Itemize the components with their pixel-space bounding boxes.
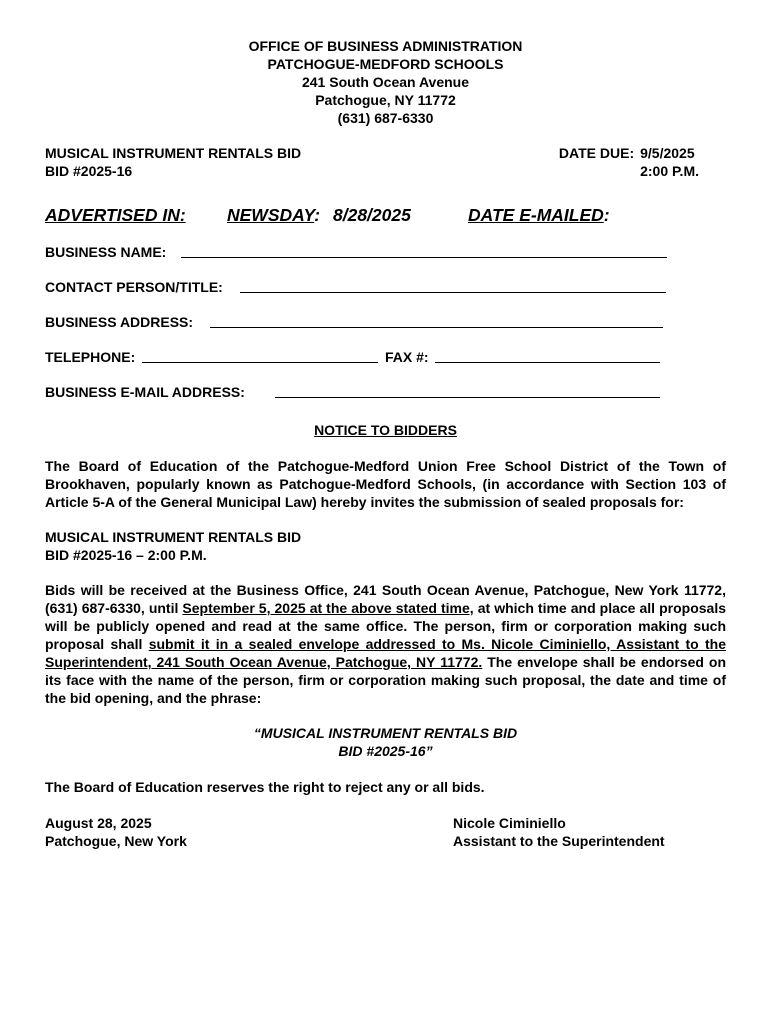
- office-name: OFFICE OF BUSINESS ADMINISTRATION: [248, 38, 523, 54]
- letterhead: [45, 37, 726, 127]
- bid-document: [45, 37, 726, 850]
- newsday-label: NEWSDAY:: [227, 205, 321, 225]
- bid-identity: [45, 144, 301, 180]
- contact-person-field: [45, 278, 726, 296]
- bid-deadline-text: September 5, 2025 at the above stated time,: [182, 600, 474, 616]
- advertised-in-label: ADVERTISED IN:: [45, 205, 186, 225]
- date-due-value: 9/5/2025: [640, 145, 695, 161]
- fax-label: FAX #:: [385, 349, 429, 365]
- signature-date: August 28, 2025: [45, 815, 152, 831]
- bid-info: [45, 144, 726, 180]
- bid-number: BID #2025-16: [45, 163, 133, 179]
- telephone-line[interactable]: [142, 362, 378, 363]
- envelope-phrase-line-1: “MUSICAL INSTRUMENT RENTALS BID: [253, 725, 518, 741]
- notice-paragraph-1: The Board of Education of the Patchogue-Medford Union Free School District of the Town of Brookhaven, popularly known as Patchogue-Medford Schools, (in accordance with Section 103 of Article 5-A of the General Municipal Law) hereby invites the submission of sealed proposals for:: [45, 458, 726, 510]
- business-email-label: BUSINESS E-MAIL ADDRESS:: [45, 384, 245, 400]
- notice-bid-identity: [45, 528, 726, 564]
- reserve-rights-statement: The Board of Education reserves the right to reject any or all bids.: [45, 779, 485, 795]
- district-name: PATCHOGUE-MEDFORD SCHOOLS: [267, 56, 504, 72]
- advertised-row: [45, 206, 726, 230]
- telephone-fax-field: [45, 348, 726, 366]
- signatory-title: Assistant to the Superintendent: [453, 833, 665, 849]
- fax-line[interactable]: [435, 362, 660, 363]
- date-due-label: DATE DUE:: [558, 145, 635, 161]
- signature-place: Patchogue, New York: [45, 833, 187, 849]
- business-email-field: [45, 383, 726, 401]
- contact-person-line[interactable]: [240, 292, 666, 293]
- envelope-phrase: [45, 724, 726, 760]
- business-name-label: BUSINESS NAME:: [45, 244, 167, 260]
- time-due-value: 2:00 P.M.: [640, 163, 699, 179]
- envelope-phrase-line-2: BID #2025-16”: [338, 743, 433, 759]
- signature-block: [45, 814, 726, 850]
- street-address: 241 South Ocean Avenue: [301, 74, 469, 90]
- telephone-label: TELEPHONE:: [45, 349, 136, 365]
- contact-person-label: CONTACT PERSON/TITLE:: [45, 279, 223, 295]
- newsday-date: 8/28/2025: [333, 205, 411, 225]
- signatory-name: Nicole Ciminiello: [453, 815, 566, 831]
- notice-title: NOTICE TO BIDDERS: [314, 422, 457, 438]
- business-address-field: [45, 313, 726, 331]
- date-emailed-label: DATE E-MAILED:: [468, 205, 610, 225]
- submission-address-text: submit it in a sealed envelope addressed to Ms. Nicole Ciminiello, Assistant to the Superintendent, 241 South Ocean Avenue, Patchogue, NY 11772.: [45, 636, 726, 670]
- bid-title: MUSICAL INSTRUMENT RENTALS BID: [45, 145, 302, 161]
- business-address-label: BUSINESS ADDRESS:: [45, 314, 194, 330]
- business-email-line[interactable]: [275, 397, 660, 398]
- notice-bid-title: MUSICAL INSTRUMENT RENTALS BID: [45, 529, 302, 545]
- office-phone: (631) 687-6330: [337, 110, 434, 126]
- city-state-zip: Patchogue, NY 11772: [315, 92, 456, 108]
- notice-bid-number-time: BID #2025-16 – 2:00 P.M.: [45, 547, 207, 563]
- bid-due: [559, 144, 699, 180]
- notice-paragraph-2: Bids will be received at the Business Office, 241 South Ocean Avenue, Patchogue, New York 11772, (631) 687-6330, until September 5, 2025 at the above stated time, at which time and place all proposals will be publicly opened and read at the same office. The person, firm or corporation making such proposal shall submit it in a sealed envelope addressed to Ms. Nicole Ciminiello, Assistant to the Superintendent, 241 South Ocean Avenue, Patchogue, NY 11772. The envelope shall be endorsed on its face with the name of the person, firm or corporation making such proposal, the date and time of the bid opening, and the phrase:: [45, 582, 726, 706]
- business-name-field: [45, 243, 726, 261]
- business-name-line[interactable]: [181, 257, 667, 258]
- business-address-line[interactable]: [210, 327, 663, 328]
- signatory: [453, 814, 665, 850]
- signature-date-place: [45, 814, 187, 850]
